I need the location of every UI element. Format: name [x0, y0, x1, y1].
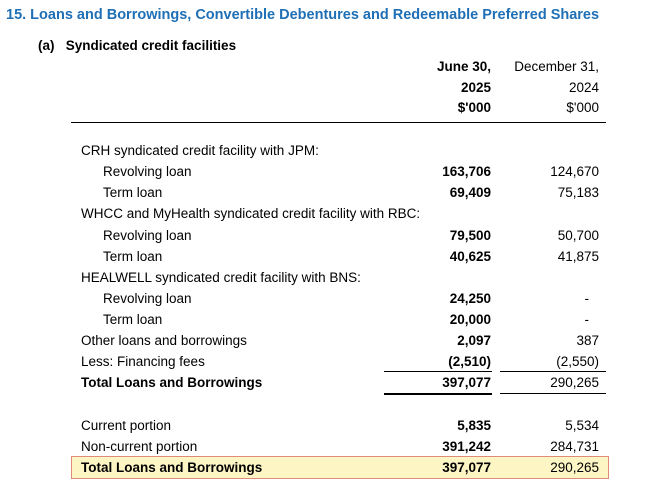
table-row: [0, 226, 669, 247]
row-label: Term loan: [103, 312, 163, 327]
value-current: 391,242: [442, 439, 491, 454]
column-header-current-unit: $'000: [457, 100, 491, 115]
row-label: Non-current portion: [81, 439, 198, 454]
subsection-heading: [38, 38, 236, 53]
table-row: [0, 204, 669, 225]
table-row: [0, 331, 669, 352]
value-prior: 290,265: [550, 460, 599, 475]
table-row: [0, 289, 669, 310]
row-label: CRH syndicated credit facility with JPM:: [81, 143, 319, 158]
value-prior: 290,265: [550, 375, 599, 390]
column-header-current: [437, 57, 491, 119]
value-prior: 50,700: [557, 228, 599, 243]
header-rule: [71, 122, 606, 123]
table-row: [0, 437, 669, 458]
row-label: Term loan: [103, 249, 163, 264]
column-header-prior-line2: 2024: [568, 79, 599, 95]
table-row: [0, 183, 669, 204]
row-label: Less: Financing fees: [81, 354, 205, 369]
value-prior: 387: [576, 333, 599, 348]
row-label: Revolving loan: [103, 291, 192, 306]
value-current: 69,409: [449, 185, 491, 200]
subsection-title: Syndicated credit facilities: [65, 38, 237, 53]
table-row: [0, 352, 669, 373]
value-prior: -: [584, 312, 589, 327]
table-row: [0, 310, 669, 331]
value-prior: 41,875: [557, 249, 599, 264]
column-header-prior-line1: December 31,: [514, 59, 599, 74]
value-current: 397,077: [442, 375, 491, 390]
value-prior: 5,534: [565, 418, 599, 433]
value-current: (2,510): [448, 354, 491, 369]
row-label: Revolving loan: [103, 164, 192, 179]
subsection-label: (a): [38, 38, 55, 53]
row-label: Other loans and borrowings: [81, 333, 247, 348]
row-label: WHCC and MyHealth syndicated credit facility with RBC:: [81, 206, 421, 221]
value-current: 5,835: [457, 418, 491, 433]
column-header-current-line2: 2025: [460, 79, 491, 95]
value-current: 397,077: [442, 460, 491, 475]
value-current: 163,706: [442, 164, 491, 179]
value-current: 24,250: [449, 291, 491, 306]
column-header-current-line1: June 30,: [436, 59, 491, 74]
value-current: 40,625: [449, 249, 491, 264]
table-row: [0, 162, 669, 183]
row-label: Total Loans and Borrowings: [81, 460, 263, 475]
table-row: [0, 416, 669, 437]
table-row: [0, 458, 669, 479]
column-header-prior: [514, 57, 599, 119]
value-prior: (2,550): [556, 354, 599, 369]
column-header-prior-unit: $'000: [566, 100, 599, 115]
row-label: Revolving loan: [103, 228, 192, 243]
table-row: [0, 141, 669, 162]
value-current: 2,097: [457, 333, 491, 348]
value-current: 20,000: [449, 312, 491, 327]
value-current: 79,500: [449, 228, 491, 243]
row-label: Total Loans and Borrowings: [81, 375, 263, 390]
value-prior: 284,731: [550, 439, 599, 454]
table-row: [0, 373, 669, 394]
value-prior: -: [584, 291, 589, 306]
section-title: 15. Loans and Borrowings, Convertible Debentures and Redeemable Preferred Shares: [6, 7, 600, 23]
value-prior: 75,183: [557, 185, 599, 200]
table-row: [0, 247, 669, 268]
value-prior: 124,670: [550, 164, 599, 179]
row-label: Current portion: [81, 418, 172, 433]
table-row: [0, 268, 669, 289]
row-label: HEALWELL syndicated credit facility with BNS:: [81, 270, 361, 285]
row-label: Term loan: [103, 185, 163, 200]
